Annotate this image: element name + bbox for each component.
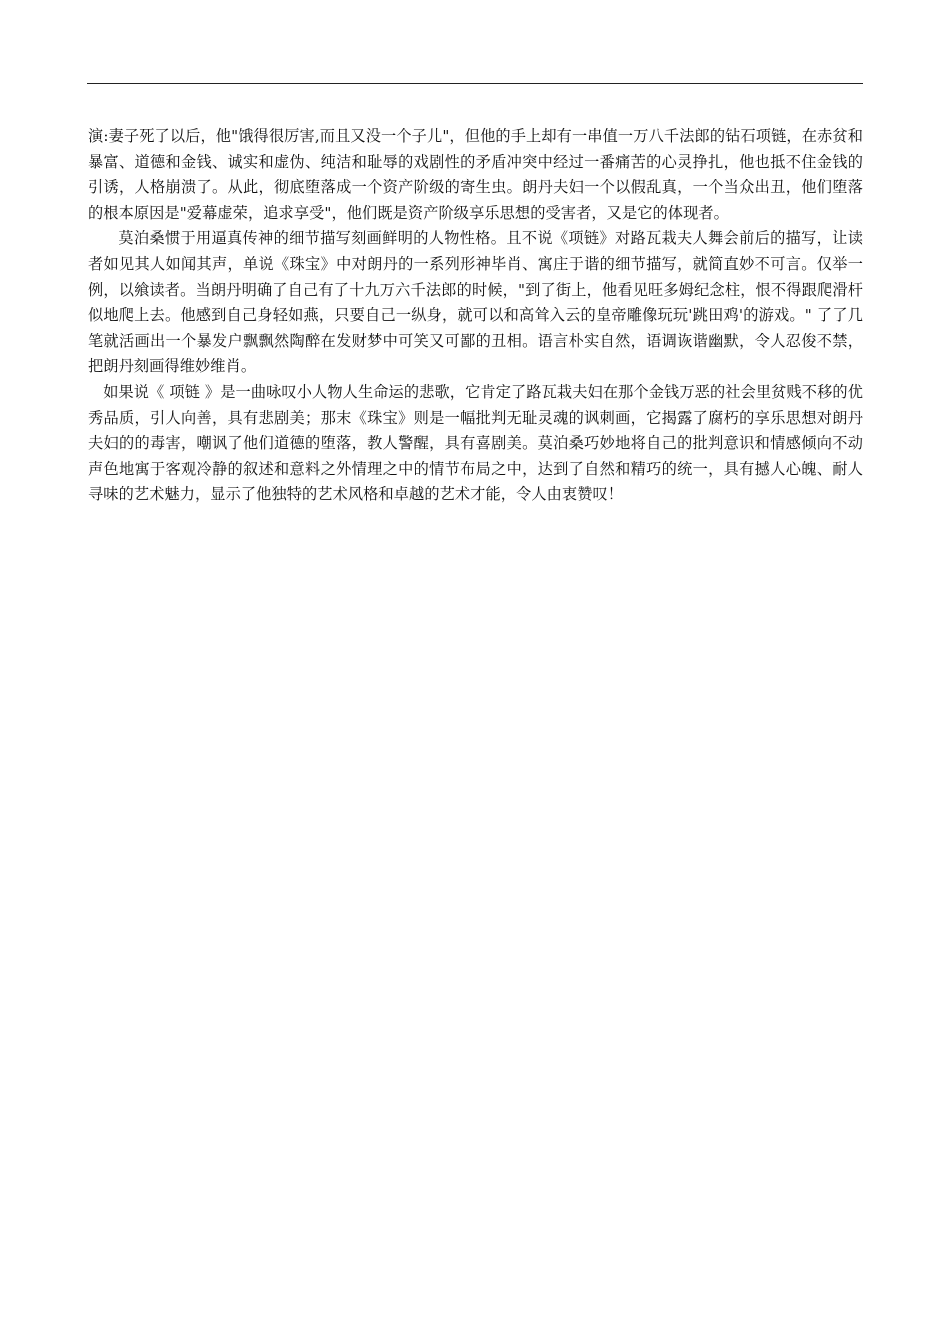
header-rule <box>87 83 863 84</box>
paragraph-detail-description: 莫泊桑惯于用逼真传神的细节描写刻画鲜明的人物性格。且不说《项链》对路瓦栽夫人舞会前后的描写，让读者如见其人如闻其声，单说《珠宝》中对朗丹的一系列形神毕肖、寓庄于谐的细节描写，就简直妙不可言。仅举一例，以飨读者。当朗丹明确了自己有了十九万六千法郎的时候，"到了街上，他看见旺多姆纪念柱，恨不得跟爬滑杆似地爬上去。他感到自己身轻如燕，只要自己一纵身，就可以和高耸入云的皇帝雕像玩玩'跳田鸡'的游戏。" 了了几笔就活画出一个暴发户飘飘然陶醉在发财梦中可笑又可鄙的丑相。语言朴实自然，语调诙谐幽默，令人忍俊不禁，把朗丹刻画得维妙维肖。 <box>88 229 863 376</box>
paragraph-continuation: 演:妻子死了以后，他"饿得很厉害,而且又没一个子儿"，但他的手上却有一串值一万八千法郎的钻石项链，在赤贫和暴富、道德和金钱、诚实和虚伪、纯洁和耻辱的戏剧性的矛盾冲突中经过一番痛苦的心灵挣扎，他也抵不住金钱的引诱，人格崩溃了。从此，彻底堕落成一个资产阶级的寄生虫。朗丹夫妇一个以假乱真，一个当众出丑，他们堕落的根本原因是"爱幕虚荣，追求享受"，他们既是资产阶级享乐思想的受害者，又是它的体现者。 <box>88 127 863 222</box>
body-text <box>88 124 863 508</box>
paragraph-conclusion: 如果说《 项链 》是一曲咏叹小人物人生命运的悲歌，它肯定了路瓦栽夫妇在那个金钱万恶的社会里贫贱不移的优秀品质，引人向善，具有悲剧美；那末《珠宝》则是一幅批判无耻灵魂的讽刺画，它揭露了腐朽的享乐思想对朗丹夫妇的的毒害，嘲讽了他们道德的堕落，教人警醒，具有喜剧美。莫泊桑巧妙地将自己的批判意识和情感倾向不动声色地寓于客观冷静的叙述和意料之外情理之中的情节布局之中，达到了自然和精巧的统一，具有撼人心魄、耐人寻味的艺术魅力，显示了他独特的艺术风格和卓越的艺术才能，令人由衷赞叹！ <box>88 382 863 504</box>
